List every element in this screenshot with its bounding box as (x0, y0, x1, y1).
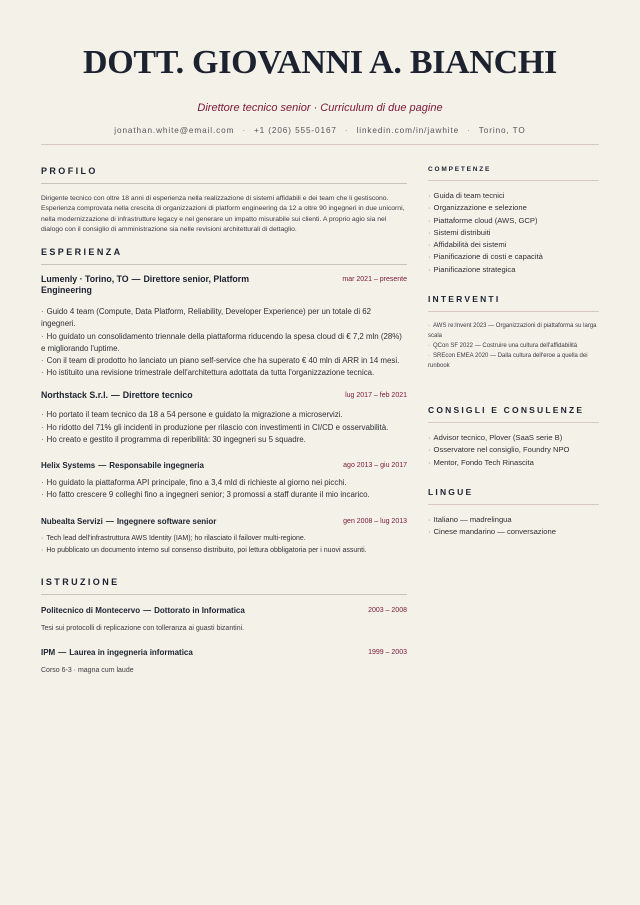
advisory-text: Mentor, Fondo Tech Rinascita (433, 457, 534, 467)
bullet-dot: · (428, 323, 430, 330)
bullet-dot: · (428, 240, 431, 250)
list-item (428, 239, 599, 251)
skill-text: Sistemi distribuiti (433, 227, 491, 237)
section-divider (428, 311, 599, 312)
bullet-text: Ho creato e gestito il programma di reperibilità: 30 ingegneri su 5 squadre. (46, 434, 306, 444)
bullet-dot: · (428, 457, 431, 467)
talk-text: QCon SF 2022 — Costruire una cultura dell'affidabilità (433, 343, 578, 350)
talk-text: SREcon EMEA 2020 — Dalla cultura dell'eroe a quella dei runbook (428, 353, 588, 370)
job-role: Direttore senior, Platform Engineering (41, 274, 250, 296)
job-bullets (41, 306, 407, 379)
bullet-dot: · (41, 410, 44, 420)
education-date: 1999 – 2003 (368, 649, 407, 657)
skill-text: Piattaforme cloud (AWS, GCP) (433, 215, 538, 225)
section-title: LINGUE (428, 486, 474, 497)
education-note: Corso 6-3 · magna cum laude (41, 667, 134, 675)
list-item (428, 215, 599, 227)
education-note: Tesi sui protocolli di replicazione con tolleranza ai guasti bizantini. (41, 625, 245, 633)
bullet-dot: · (41, 331, 44, 341)
bullet-text: Con il team di prodotto ho lanciato un piano self-service che ha superato € 40 mln di ARR in 14 mesi. (46, 356, 400, 365)
education-school: Politecnico di Montecervo (41, 606, 141, 616)
list-item (41, 477, 407, 489)
contact-linkedin: linkedin.com/in/jawhite (356, 126, 460, 135)
section-title: ESPERIENZA (41, 247, 123, 258)
job-bullets (41, 533, 407, 557)
bullet-text: Ho fatto crescere 9 colleghi fino a ingegneri senior; 3 promossi a staff durante il mio incarico. (46, 490, 370, 500)
contact-line (41, 125, 599, 136)
skill-text: Guida di team tecnici (433, 191, 505, 200)
education-date: 2003 – 2008 (368, 607, 407, 615)
list-item (41, 489, 407, 501)
list-item (41, 331, 407, 355)
list-item (41, 422, 407, 434)
education-section (41, 577, 407, 676)
job-date: lug 2017 – feb 2021 (345, 392, 407, 400)
bullet-dot: · (41, 422, 44, 432)
job-dash: — (131, 274, 141, 285)
list-item (428, 202, 599, 214)
bullet-dot: · (428, 353, 430, 360)
candidate-name: DOTT. GIOVANNI A. BIANCHI (83, 44, 557, 81)
contact-separator: · (242, 126, 246, 135)
job-entry (41, 516, 407, 557)
job-entry (41, 390, 407, 446)
job-role: Ingegnere software senior (116, 517, 217, 527)
profile-text: Dirigente tecnico con oltre 18 anni di esperienza nella realizzazione di sistemi affidabili e dei team che li gestiscono. Esperienza comprovata nella crescita di organizzazioni di platform engineering da 12 a oltre 90 ingegneri in due unicorni, nella modernizzazione di infrastrutture legacy e nel generare un impatto misurabile sui clienti. A proprio agio sia nel dialogo con il consiglio di amministrazione sia nelle revisioni architetturali di dettaglio. (41, 195, 405, 233)
list-item (428, 351, 599, 371)
header-divider (41, 144, 599, 145)
bullet-dot: · (428, 343, 430, 350)
job-entry (41, 274, 407, 379)
list-item (428, 514, 599, 526)
list-item (428, 264, 599, 276)
bullet-dot: · (428, 445, 431, 455)
bullet-text: Ho portato il team tecnico da 18 a 54 persone e guidato la migrazione a microservizi. (46, 410, 343, 420)
contact-location: Torino, TO (478, 126, 526, 135)
bullet-text: Ho guidato la piattaforma API principale, fino a 3,4 mld di richieste al giorno nei picchi. (46, 478, 347, 488)
bullet-dot: · (41, 307, 44, 317)
skills-list (428, 190, 599, 276)
skill-text: Pianificazione strategica (433, 264, 516, 274)
skills-section (428, 165, 599, 276)
bullet-dot: · (41, 535, 44, 543)
education-school: IPM (41, 648, 56, 658)
bullet-dot: · (41, 434, 44, 444)
advisory-text: Advisor tecnico, Plover (SaaS serie B) (433, 433, 563, 443)
section-divider (41, 264, 407, 265)
job-bullets (41, 409, 407, 446)
section-divider (428, 504, 599, 505)
education-title (41, 605, 341, 616)
list-item (41, 409, 407, 421)
section-divider (428, 180, 599, 181)
language-text: Cinese mandarino — conversazione (433, 527, 556, 537)
bullet-dot: · (428, 527, 431, 537)
job-role: Responsabile ingegneria (109, 461, 204, 471)
bullet-text: Ho guidato un consolidamento triennale della piattaforma riducendo la spesa cloud di € 7,2 mln (28%) e migliorando l'uptime. (41, 331, 402, 353)
job-dash: — (98, 461, 107, 471)
advisory-section (428, 405, 599, 469)
list-item (41, 545, 407, 557)
bullet-text: Ho istituito una revisione trimestrale dell'architettura adottata da tutta l'organizzazione tecnica. (46, 368, 375, 378)
job-entry (41, 460, 407, 501)
job-dash: — (143, 606, 152, 616)
section-title: PROFILO (41, 166, 98, 176)
bullet-text: Guido 4 team (Compute, Data Platform, Reliability, Developer Experience) per un totale di 62 ingegneri. (41, 307, 372, 329)
job-title (41, 460, 281, 471)
section-title: CONSIGLI E CONSULENZE (428, 405, 585, 416)
job-company: Northstack S.r.l. (41, 390, 108, 401)
education-entry (41, 605, 407, 634)
list-item (41, 367, 407, 379)
talk-text: AWS re:Invent 2023 — Organizzazioni di piattaforma su larga scala (428, 323, 597, 340)
candidate-subtitle: Direttore tecnico senior · Curriculum di due pagine (197, 102, 443, 114)
job-dash: — (110, 390, 120, 401)
job-date: ago 2013 – giu 2017 (343, 462, 407, 470)
talks-list (428, 321, 599, 371)
list-item (41, 434, 407, 446)
resume-page (41, 0, 599, 905)
bullet-dot: · (41, 356, 44, 365)
skill-text: Organizzazione e selezione (433, 203, 527, 213)
advisory-list (428, 432, 599, 469)
list-item (428, 457, 599, 469)
section-title: ISTRUZIONE (41, 577, 120, 588)
contact-separator: · (467, 126, 471, 135)
bullet-text: Ho ridotto del 71% gli incidenti in produzione per rilascio con investimenti in CI/CD e osservabilità. (46, 422, 389, 432)
job-dash: — (105, 517, 114, 527)
main-column (41, 166, 407, 676)
list-item (428, 251, 599, 263)
job-title (41, 274, 281, 296)
bullet-dot: · (428, 191, 431, 200)
job-dash: — (58, 648, 67, 658)
list-item (41, 306, 407, 330)
bullet-dot: · (428, 264, 431, 274)
bullet-dot: · (41, 490, 44, 500)
list-item (428, 444, 599, 456)
bullet-dot: · (41, 478, 44, 488)
bullet-text: Ho pubblicato un documento interno sul consenso distribuito, poi lettura obbligatoria per i nuovi assunti. (46, 547, 367, 555)
list-item (428, 341, 599, 351)
bullet-dot: · (41, 368, 44, 378)
job-date: gen 2008 – lug 2013 (343, 518, 407, 526)
list-item (428, 526, 599, 538)
job-title (41, 516, 281, 527)
experience-section (41, 247, 407, 557)
education-entry (41, 647, 407, 676)
list-item (428, 227, 599, 239)
list-item (41, 355, 407, 367)
section-title: COMPETENZE (428, 166, 492, 173)
job-title (41, 390, 281, 401)
bullet-dot: · (428, 203, 431, 213)
bullet-dot: · (428, 433, 431, 443)
languages-section (428, 487, 599, 539)
bullet-dot: · (428, 227, 431, 237)
language-text: Italiano — madrelingua (433, 514, 512, 524)
resume-header (41, 0, 599, 136)
bullet-dot: · (428, 215, 431, 225)
education-title (41, 647, 341, 658)
languages-list (428, 514, 599, 539)
skill-text: Affidabilità dei sistemi (433, 240, 507, 250)
education-degree: Dottorato in Informatica (154, 606, 245, 616)
job-role: Direttore tecnico (122, 390, 193, 401)
contact-email: jonathan.white@email.com (114, 126, 235, 135)
job-company: Helix Systems (41, 461, 96, 471)
section-divider (41, 183, 407, 184)
bullet-dot: · (428, 252, 431, 262)
skill-text: Pianificazione di costi e capacità (433, 252, 543, 262)
contact-phone: +1 (206) 555-0167 (253, 126, 337, 135)
job-company: Nubealta Servizi (41, 517, 103, 527)
section-divider (41, 594, 407, 595)
talks-section (428, 294, 599, 371)
contact-separator: · (344, 126, 349, 135)
job-date: mar 2021 – presente (342, 276, 407, 284)
bullet-dot: · (41, 547, 44, 555)
sidebar-column (428, 165, 599, 539)
bullet-text: Tech lead dell'infrastruttura AWS Identity (IAM); ho rilasciato il failover multi-regione. (46, 535, 306, 543)
list-item (41, 533, 407, 545)
bullet-dot: · (428, 514, 431, 524)
profile-section (41, 166, 407, 235)
advisory-text: Osservatore nel consiglio, Foundry NPO (433, 445, 570, 455)
education-degree: Laurea in ingegneria informatica (69, 648, 193, 658)
list-item (428, 432, 599, 444)
list-item (428, 190, 599, 202)
job-company: Lumenly · Torino, TO (41, 274, 129, 285)
job-bullets (41, 477, 407, 501)
section-divider (428, 422, 599, 423)
section-title: INTERVENTI (428, 294, 501, 305)
list-item (428, 321, 599, 341)
